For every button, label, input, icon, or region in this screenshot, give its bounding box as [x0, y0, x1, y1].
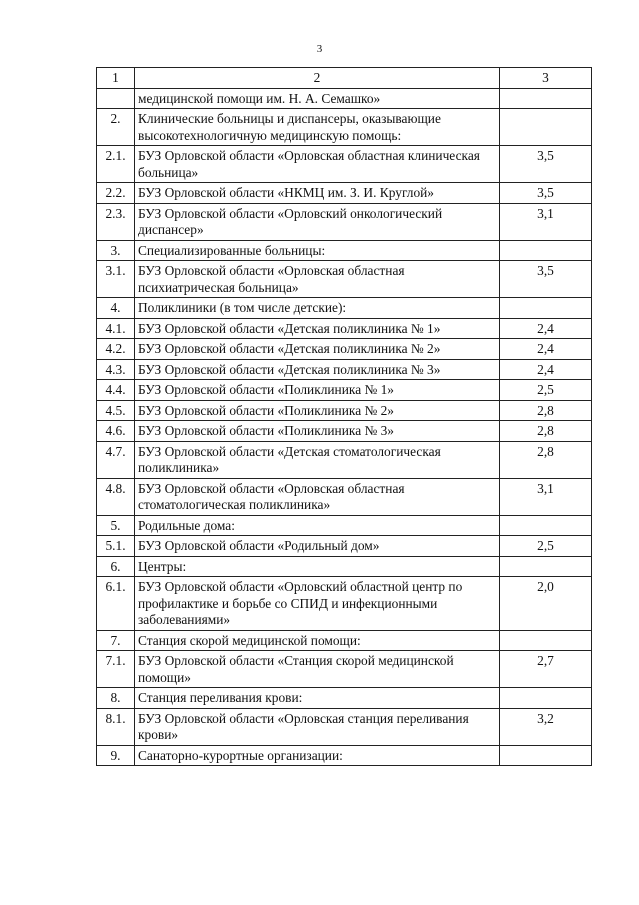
table-row [97, 298, 592, 319]
row-number-cell: 4.1. [97, 318, 135, 339]
row-number-cell: 4.4. [97, 380, 135, 401]
row-name-cell: Станция переливания крови: [135, 688, 500, 709]
row-number-cell: 8.1. [97, 708, 135, 745]
row-name-cell: Центры: [135, 556, 500, 577]
row-value-cell: 2,0 [500, 577, 592, 631]
row-value-cell: 2,5 [500, 380, 592, 401]
row-name-cell: Санаторно-курортные организации: [135, 745, 500, 766]
row-value-cell [500, 240, 592, 261]
table-row [97, 630, 592, 651]
table-row [97, 380, 592, 401]
row-number-cell: 2.3. [97, 203, 135, 240]
row-value-cell [500, 688, 592, 709]
table-row [97, 708, 592, 745]
row-number-cell: 4.5. [97, 400, 135, 421]
row-value-cell [500, 109, 592, 146]
row-value-cell: 3,2 [500, 708, 592, 745]
row-name-cell: Станция скорой медицинской помощи: [135, 630, 500, 651]
table-row [97, 745, 592, 766]
table-row [97, 536, 592, 557]
row-name-cell: БУЗ Орловской области «Орловская областная стоматологическая поликлиника» [135, 478, 500, 515]
row-name-cell: БУЗ Орловской области «Станция скорой медицинской помощи» [135, 651, 500, 688]
row-value-cell: 2,8 [500, 421, 592, 442]
row-name-cell: БУЗ Орловской области «Детская поликлиника № 1» [135, 318, 500, 339]
table-row [97, 203, 592, 240]
row-name-cell: БУЗ Орловской области «Детская поликлиника № 2» [135, 339, 500, 360]
row-number-cell: 7. [97, 630, 135, 651]
row-name-cell: Родильные дома: [135, 515, 500, 536]
table-row [97, 651, 592, 688]
row-value-cell: 3,1 [500, 203, 592, 240]
table-row [97, 359, 592, 380]
table-row [97, 478, 592, 515]
row-value-cell [500, 88, 592, 109]
row-value-cell [500, 556, 592, 577]
table-row [97, 688, 592, 709]
row-value-cell: 2,7 [500, 651, 592, 688]
row-number-cell: 4.3. [97, 359, 135, 380]
header-cell-name: 2 [135, 68, 500, 89]
row-value-cell [500, 745, 592, 766]
row-name-cell: БУЗ Орловской области «Детская поликлиника № 3» [135, 359, 500, 380]
header-cell-number: 1 [97, 68, 135, 89]
row-value-cell: 2,4 [500, 339, 592, 360]
row-name-cell: медицинской помощи им. Н. А. Семашко» [135, 88, 500, 109]
row-value-cell [500, 630, 592, 651]
table-body [97, 68, 592, 766]
table-row [97, 441, 592, 478]
row-name-cell: БУЗ Орловской области «Поликлиника № 2» [135, 400, 500, 421]
table-row [97, 109, 592, 146]
table-row [97, 556, 592, 577]
row-value-cell: 2,8 [500, 400, 592, 421]
row-value-cell: 2,4 [500, 359, 592, 380]
row-number-cell: 2.2. [97, 183, 135, 204]
table-row [97, 183, 592, 204]
row-value-cell: 3,5 [500, 146, 592, 183]
row-value-cell: 2,4 [500, 318, 592, 339]
row-number-cell: 9. [97, 745, 135, 766]
coefficients-table [96, 67, 592, 766]
row-number-cell: 8. [97, 688, 135, 709]
row-value-cell: 2,5 [500, 536, 592, 557]
row-value-cell [500, 298, 592, 319]
row-value-cell: 3,5 [500, 261, 592, 298]
row-number-cell: 6. [97, 556, 135, 577]
row-name-cell: БУЗ Орловской области «Орловский областной центр по профилактике и борьбе со СПИД и инфекционными заболеваниями» [135, 577, 500, 631]
row-name-cell: БУЗ Орловской области «Детская стоматологическая поликлиника» [135, 441, 500, 478]
row-number-cell: 7.1. [97, 651, 135, 688]
row-value-cell: 3,1 [500, 478, 592, 515]
table-row [97, 339, 592, 360]
row-value-cell [500, 515, 592, 536]
row-number-cell: 5.1. [97, 536, 135, 557]
row-name-cell: БУЗ Орловской области «Орловская областная психиатрическая больница» [135, 261, 500, 298]
row-number-cell: 3.1. [97, 261, 135, 298]
row-name-cell: Специализированные больницы: [135, 240, 500, 261]
table-row [97, 261, 592, 298]
row-name-cell: БУЗ Орловской области «Родильный дом» [135, 536, 500, 557]
row-name-cell: БУЗ Орловской области «Поликлиника № 1» [135, 380, 500, 401]
row-number-cell: 6.1. [97, 577, 135, 631]
row-name-cell: БУЗ Орловской области «Орловский онкологический диспансер» [135, 203, 500, 240]
row-number-cell: 4.6. [97, 421, 135, 442]
row-value-cell: 2,8 [500, 441, 592, 478]
row-number-cell: 4.2. [97, 339, 135, 360]
row-name-cell: БУЗ Орловской области «Орловская станция переливания крови» [135, 708, 500, 745]
table-row [97, 577, 592, 631]
row-number-cell: 5. [97, 515, 135, 536]
row-number-cell: 3. [97, 240, 135, 261]
header-cell-value: 3 [500, 68, 592, 89]
row-number-cell: 2. [97, 109, 135, 146]
page-number: 3 [316, 43, 323, 55]
row-number-cell [97, 88, 135, 109]
table-row [97, 421, 592, 442]
table-row [97, 318, 592, 339]
row-number-cell: 4.7. [97, 441, 135, 478]
row-name-cell: Клинические больницы и диспансеры, оказывающие высокотехнологичную медицинскую помощь: [135, 109, 500, 146]
row-name-cell: БУЗ Орловской области «НКМЦ им. З. И. Круглой» [135, 183, 500, 204]
table-row [97, 400, 592, 421]
row-number-cell: 4.8. [97, 478, 135, 515]
table-row [97, 515, 592, 536]
row-name-cell: БУЗ Орловской области «Поликлиника № 3» [135, 421, 500, 442]
row-name-cell: БУЗ Орловской области «Орловская областная клиническая больница» [135, 146, 500, 183]
row-number-cell: 2.1. [97, 146, 135, 183]
table-row [97, 88, 592, 109]
row-value-cell: 3,5 [500, 183, 592, 204]
row-number-cell: 4. [97, 298, 135, 319]
row-name-cell: Поликлиники (в том числе детские): [135, 298, 500, 319]
table-row [97, 146, 592, 183]
table-header-row [97, 68, 592, 89]
table-row [97, 240, 592, 261]
